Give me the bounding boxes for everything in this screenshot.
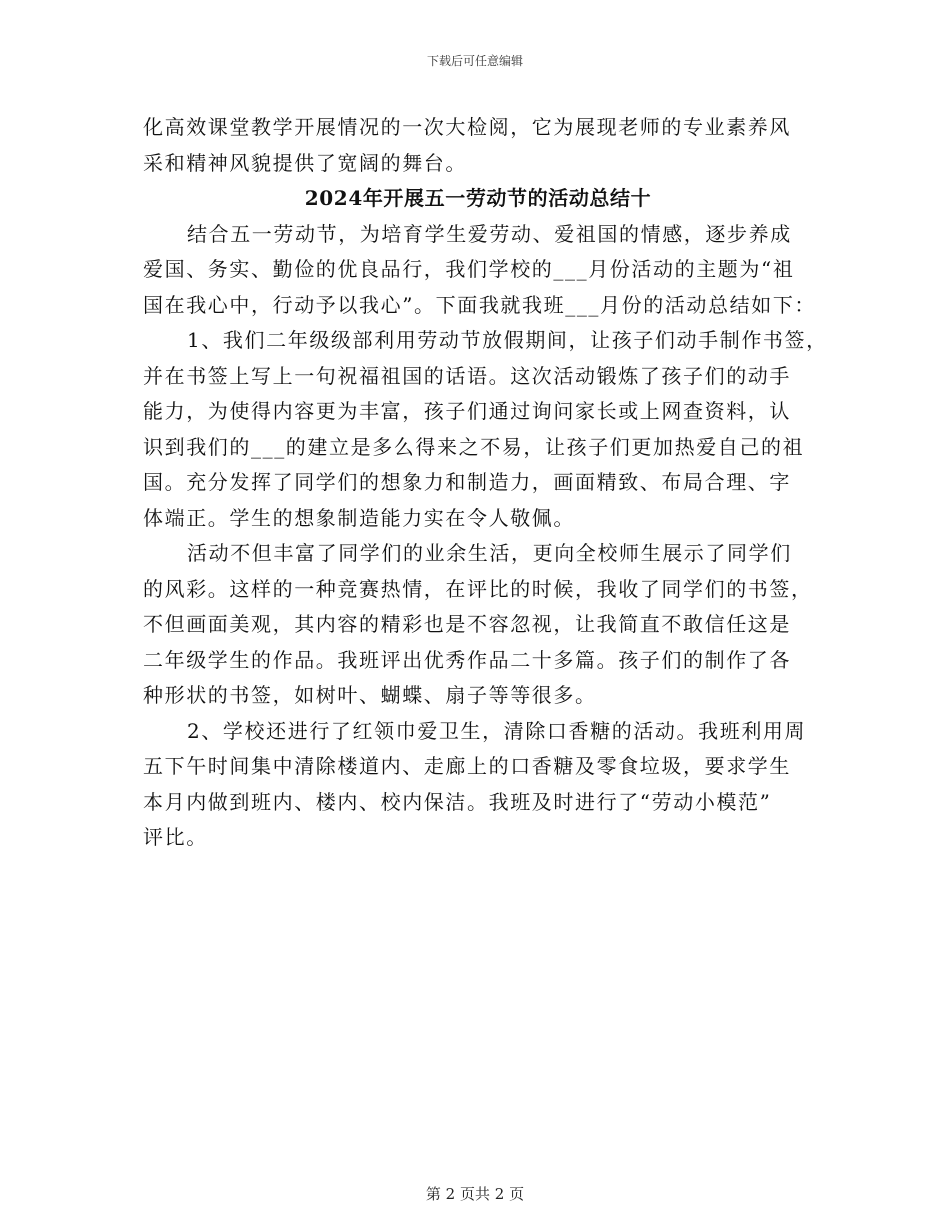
- paragraph-line: 采和精神风貌提供了宽阔的舞台。: [143, 150, 467, 175]
- paragraph-line: 并在书签上写上一句祝福祖国的话语。这次活动锻炼了孩子们的动手: [143, 363, 791, 388]
- paragraph-line: 国。充分发挥了同学们的想象力和制造力，画面精致、布局合理、字: [143, 470, 791, 494]
- page-footer: 第 2 页共 2 页: [425, 1185, 525, 1203]
- paragraph-line: 2、学校还进行了红领巾爱卫生，清除口香糖的活动。我班利用周: [187, 718, 807, 743]
- paragraph-line: 不但画面美观，其内容的精彩也是不容忽视，让我简直不敢信任这是: [143, 612, 791, 636]
- paragraph-line: 化高效课堂教学开展情况的一次大检阅，它为展现老师的专业素养风: [143, 115, 791, 139]
- paragraph-line: 体端正。学生的想象制造能力实在令人敬佩。: [143, 505, 575, 530]
- paragraph-line: 本月内做到班内、楼内、校内保洁。我班及时进行了“劳动小模范”: [143, 789, 772, 814]
- paragraph-line: 1、我们二年级级部利用劳动节放假期间，让孩子们动手制作书签，: [187, 328, 828, 352]
- page-header: 下载后可任意编辑: [426, 54, 523, 68]
- paragraph-line: 的风彩。这样的一种竞赛热情，在评比的时候，我收了同学们的书签，: [143, 576, 813, 601]
- paragraph-line: 结合五一劳动节，为培育学生爱劳动、爱祖国的情感，逐步养成: [187, 221, 792, 246]
- paragraph-line: 五下午时间集中清除楼道内、走廊上的口香糖及零食垃圾，要求学生: [143, 754, 791, 778]
- paragraph-line: 国在我心中，行动予以我心”。下面我就我班___月份的活动总结如下：: [143, 292, 817, 317]
- paragraph-line: 二年级学生的作品。我班评出优秀作品二十多篇。孩子们的制作了各: [143, 647, 791, 672]
- paragraph-line: 爱国、务实、勤俭的优良品行，我们学校的___月份活动的主题为“祖: [143, 257, 795, 281]
- document-body: [143, 110, 828, 856]
- paragraph-line: 种形状的书签，如树叶、蝴蝶、扇子等等很多。: [143, 683, 597, 707]
- paragraph-line: 能力，为使得内容更为丰富，孩子们通过询问家长或上网查资料，认: [143, 399, 791, 423]
- section-title: 2024年开展五一劳动节的活动总结十: [304, 186, 652, 210]
- paragraph-line: 评比。: [143, 825, 208, 849]
- paragraph-line: 识到我们的___的建立是多么得来之不易，让孩子们更加热爱自己的祖: [143, 434, 805, 459]
- paragraph-line: 活动不但丰富了同学们的业余生活，更向全校师生展示了同学们: [187, 541, 792, 565]
